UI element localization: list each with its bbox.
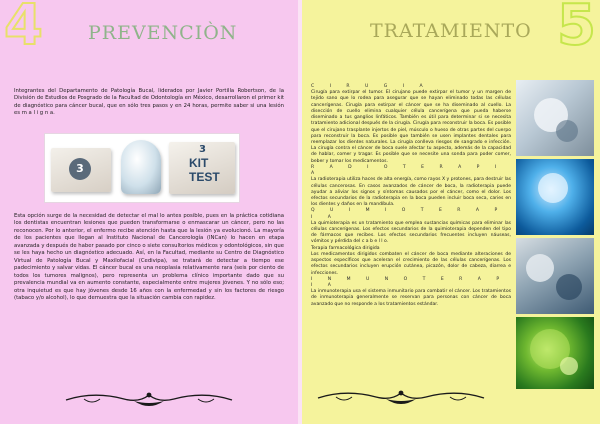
section-heading-radioterapia: R A D I O T E R A P I A: [311, 164, 504, 177]
section-heading-inmunoterapia: I N M U N O T E R A P I A: [311, 276, 507, 288]
kit-box-right-label: KIT TEST: [189, 156, 220, 184]
section-heading-cirugia: C I R U G I A: [311, 84, 430, 89]
diagnostic-kit-photo: [44, 133, 240, 203]
section-text-radioterapia: La radioterapia utiliza haces de alta energía, como rayos X y protones, para destruir las células cancerosas. En casos avanzados de cáncer de boca, la radioterapia puede ayudar a aliviar los signos y síntomas causados por el cáncer, como el dolor. Los efectos secundarios de la radioterapia en la boca pueden incluir boca seca, caries en los dientes y daños en la mandíbula.: [311, 177, 511, 208]
kit-box-left: [51, 148, 111, 192]
immunotherapy-cell-photo: [516, 317, 594, 389]
section-heading-terapia-dirigida: Terapia farmacológica dirigida: [311, 245, 380, 251]
kit-dome-container: [121, 140, 161, 194]
left-page: [0, 0, 298, 424]
kit-box-right: [169, 142, 235, 194]
flourish-ornament-left: [64, 389, 234, 411]
kit-box-left-label: 3: [69, 158, 91, 180]
section-text-terapia-dirigida: Los medicamentos dirigidos combaten el cáncer de boca mediante alteraciones de aspectos específicos que aceleran el crecimiento de las células cancerígenas. Los efectos secundarios incluyen erupción cutánea, picazón, dolor de cabeza, diarrea e infecciones.: [311, 251, 511, 276]
intro-paragraph: Integrantes del Departamento de Patología Bucal, liderados por Javier Portilla Robertson, de la División de Estudios de Posgrado de la Facultad de Odontología en México, desarrollaron el primer kit de diagnóstico para cáncer bucal, que en sólo tres pasos y en 24 horas, permite saber si una lesión es m a l i g n a.: [14, 88, 284, 117]
flourish-ornament-right: [316, 387, 486, 409]
page-title-left: PREVENCIÒN: [88, 22, 238, 44]
section-text-quimioterapia: La quimioterapia es un tratamiento que emplea sustancias químicas para eliminar las células cancerígenas. Los efectos secundarios de la quimioterapia dependen del tipo de fármacos que recibes. Los efectos secundarios frecuentes incluyen náuseas, vómitos y pérdida del c a b e l l o.: [311, 220, 511, 245]
kit-box-right-number: 3: [199, 144, 206, 155]
section-heading-quimioterapia: Q U I M I O T E R A P I A: [311, 208, 505, 220]
dental-treatment-photo: [516, 238, 594, 314]
body-paragraph: Esta opción surge de la necesidad de detectar el mal lo antes posible, pues en la práctica cotidiana los dentistas encuentran lesiones que pueden transformarse o enmascarar un cáncer, pero no las reconocen. Por lo anterior, el enfermo recibe atención hasta que la lesión ya evolucionó. La mayoría de los pacientes que llegan al Instituto Nacional de Cancerología (INCan) lo hacen en etapa avanzada y después de haber pasado por cinco o siete consultorios médicos y odontológicos, sin que se les haya hecho un diagnóstico adecuado. Así, en la Facultad, mediante su Centro de Diagnóstico Virtual de Patología Bucal y Maxilofacial (Cedivipa), se tratará de detectar a tiempo ese padecimiento y salvar vidas. El cáncer bucal es una neoplasia relativamente rara (seis por ciento de todos los tumores malignos), pero representa un problema clínico importante dado que su prevalencia mundial va en aumento constante, especialmente entre mujeres jóvenes. Y no sólo eso; otra inquietud es que hay jóvenes desde 16 años con la enfermedad y sin los factores de riesgo (tabaco y/o alcohol), lo que demuestra que la situación cambia con rapidez.: [14, 213, 284, 301]
treatment-sections: [311, 84, 511, 308]
page-number-right: 5: [557, 0, 596, 58]
page-number-left: 4: [4, 0, 43, 58]
section-text-cirugia: Cirugía para extirpar el tumor. El cirujano puede extirpar el tumor y un margen de tejido sano que lo rodea para asegurar que se hayan eliminado todas las células cancerígenas. Cirugía para extirpar el cáncer que se ha diseminado al cuello. La disección de cuello elimina cualquier célula cancerígena que pueda haberse diseminado a tus ganglios linfáticos. También es útil para determinar si se necesita tratamiento adicional después de la cirugía. Cirugía para reconstruir la boca. Es posible que el cirujano trasplante injertos de piel, músculo o hueso de otras partes del cuerpo para reconstruir la boca. Es posible que también se usen implantes dentales para reemplazar los dientes naturales. La cirugía conlleva riesgos de sangrado e infección. La cirugía contra el cáncer de boca suele afectar tu aspecto, además de la capacidad de hablar, comer y tragar. Es posible que se necesite una sonda para poder comer, beber y tomar los medicamentos.: [311, 90, 511, 164]
surgery-photo: [516, 80, 594, 156]
treatment-photo-column: [516, 80, 594, 392]
section-text-inmunoterapia: La inmunoterapia usa el sistema inmunitario para combatir el cáncer. Los tratamientos de inmunoterapia generalmente se reservan para personas con cáncer de boca avanzado que no responde a los tratamientos estándar.: [311, 289, 511, 307]
radiotherapy-photo: [516, 159, 594, 235]
page-title-right: TRATAMIENTO: [370, 20, 532, 42]
